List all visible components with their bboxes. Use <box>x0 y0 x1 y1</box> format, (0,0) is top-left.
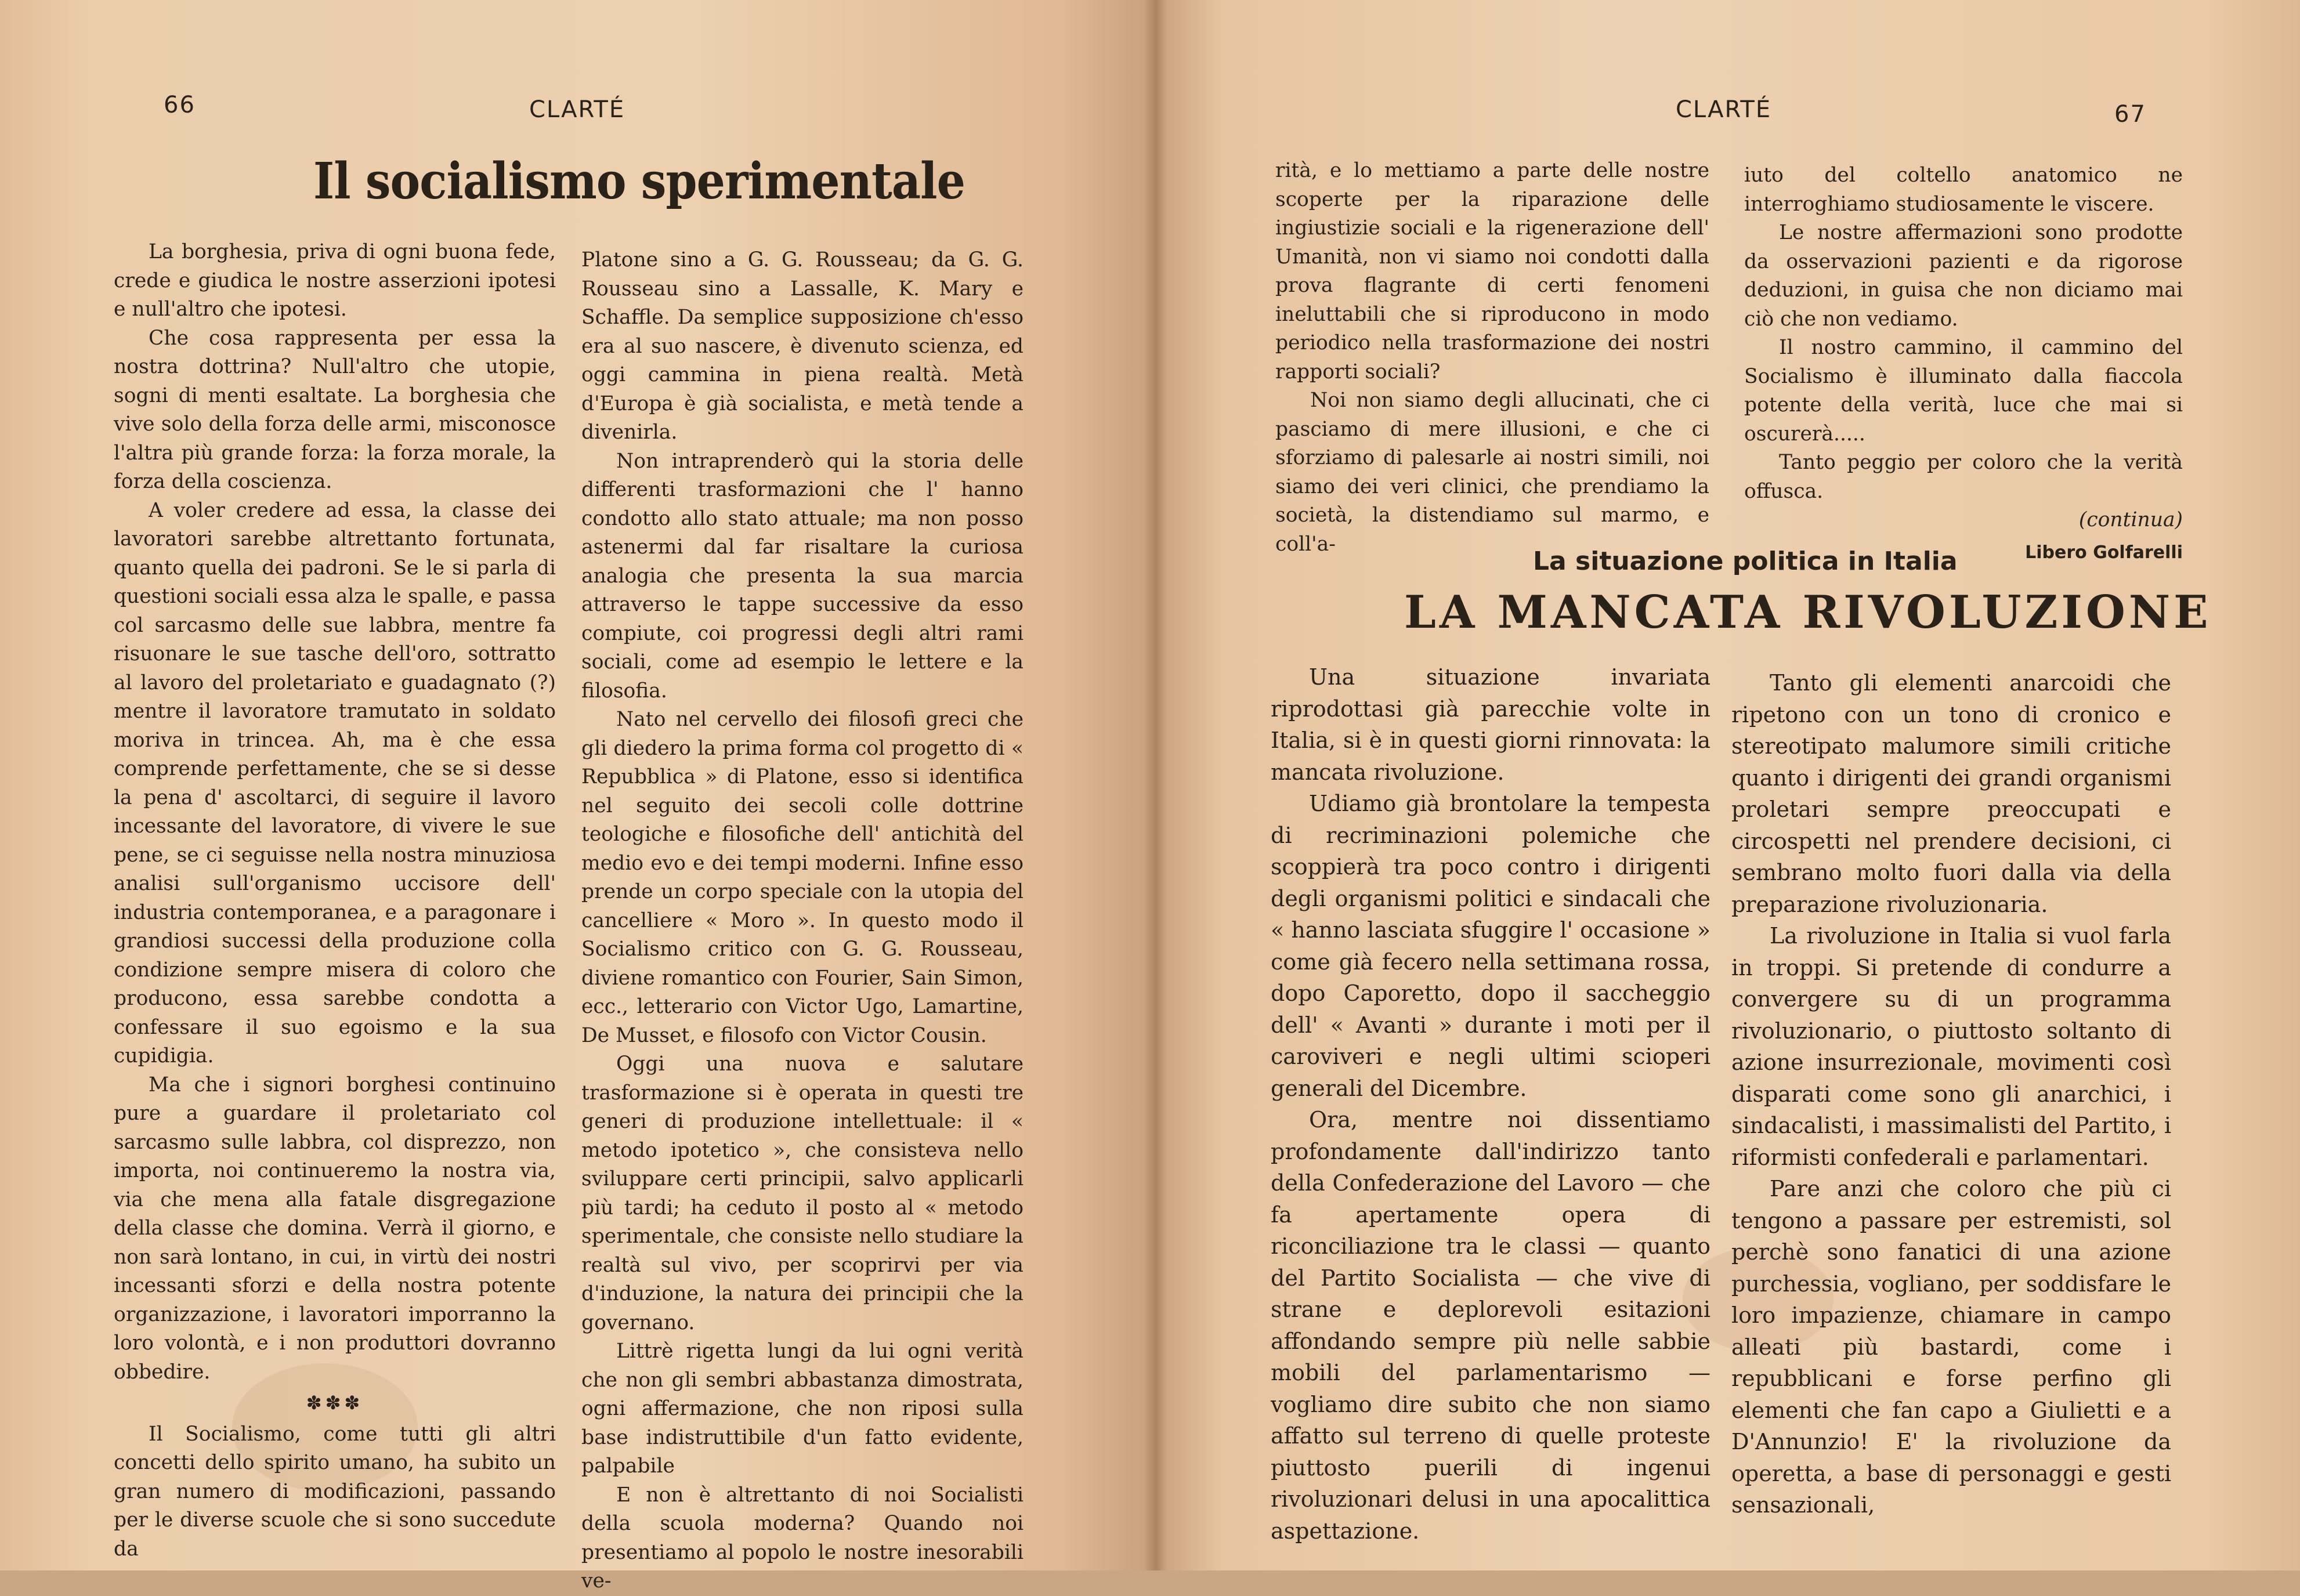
paragraph: Tanto peggio per coloro che la verità offusca. <box>1744 451 2183 503</box>
paragraph: Non intraprenderò qui la storia delle differenti trasformazioni che l' hanno condotto allo stato attuale; ma non posso astenermi dal far risaltare la curiosa analogia che presenta la sua marcia attraverso le tappe successive da esso compiute, coi progressi degli altri rami sociali, come ad esempio le lettere e la filosofia. <box>581 449 1024 703</box>
article-title-socialismo: Il socialismo sperimentale <box>313 152 965 211</box>
paragraph: La rivoluzione in Italia si vuol farla in troppi. Si pretende di condurre a convergere su di un programma rivoluzionario, o piuttosto soltanto di azione insurrezionale, movimenti così disparati come sono gli anarchici, i sindacalisti, i massimalisti del Partito, i riformisti confederali e parlamentari. <box>1731 923 2171 1170</box>
paragraph: Il nostro cammino, il cammino del Socialismo è illuminato dalla fiaccola potente della verità, luce che mai si oscurerà..... <box>1744 336 2183 446</box>
paragraph: Littrè rigetta lungi da lui ogni verità che non gli sembri abbastanza dimostrata, ogni affermazione, che non riposi sulla base indistruttibile d'un fatto evidente, palpabile <box>581 1340 1024 1478</box>
paragraph: Ora, mentre noi dissentiamo profondamente dall'indirizzo tanto della Confederazione del Lavoro — che fa apertamente opera di riconciliazione tra le classi — quanto del Partito Socialista — che vive di strane e deplorevoli esitazioni affondando sempre più nelle sabbie mobili del parlamentarismo — vogliamo dire subito che non siamo affatto sul terreno di quelle proteste piuttosto puerili di ingenui rivoluzionari delusi in una apocalittica aspettazione. <box>1271 1107 1710 1544</box>
paragraph: E non è altrettanto di noi Socialisti della scuola moderna? Quando noi presentiamo al popolo le nostre inesorabili ve- <box>581 1483 1024 1593</box>
page-number-left: 66 <box>164 92 196 118</box>
book-gutter <box>1144 0 1167 1570</box>
paragraph: Noi non siamo degli allucinati, che ci pasciamo di mere illusioni, e che ci sforziamo di palesarle ai nostri simili, noi siamo dei veri clinici, che prendiamo la società, la distendiamo sul marmo, e coll'a- <box>1275 389 1709 556</box>
paragraph: Ma che i signori borghesi continuino pure a guardare il proletariato col sarcasmo sulle labbra, col disprezzo, non importa, noi continueremo la nostra via, via che mena alla fatale disgregazione della classe che domina. Verrà il giorno, e non sarà lontano, in cui, in virtù dei nostri incessanti sforzi e della nostra potente organizzazione, i lavoratori imporranno la loro volontà, e i non produttori dovranno obbedire. <box>114 1073 556 1384</box>
paragraph: Platone sino a G. G. Rousseau; da G. G. Rousseau sino a Lassalle, K. Mary e Schaffle. Da semplice supposizione ch'esso era al suo nascere, è divenuto scienza, ed oggi cammina in piena realtà. Metà d'Europa è già socialista, e metà tende a divenirla. <box>581 248 1024 444</box>
section-separator: ✽✽✽ <box>306 1392 364 1414</box>
paragraph: Pare anzi che coloro che più ci tengono a passare per estremisti, sol perchè sono fanatici di una azione purchessia, vogliano, per soddisfare le loro impazienze, chiamare in campo alleati più bastardi, come i repubblicani e forse perfino gli elementi che fan capo a Giulietti e a D'Annunzio! E' la rivoluzione da operetta, a base di personaggi e gesti sensazionali, <box>1731 1176 2171 1518</box>
left-page-column-1 <box>114 238 556 1564</box>
paragraph: Le nostre affermazioni sono prodotte da osservazioni pazienti e da rigorose deduzioni, in guisa che non diciamo mai ciò che non vediamo. <box>1744 221 2183 331</box>
article-column-2 <box>1731 667 2171 1521</box>
paragraph: iuto del coltello anatomico ne interroghiamo studiosamente le viscere. <box>1744 164 2183 216</box>
paragraph: Oggi una nuova e salutare trasformazione si è operata in questi tre generi di produzione intellettuale: il « metodo ipotetico », che consisteva nello sviluppare certi principii, salvo applicarli più tardi; ha ceduto il posto al « metodo sperimentale, che consiste nello studiare la realtà sul vivo, per scoprirvi per via d'induzione, la natura dei principii che la governano. <box>581 1052 1024 1334</box>
paragraph: La borghesia, priva di ogni buona fede, crede e giudica le nostre asserzioni ipotesi e null'altro che ipotesi. <box>114 240 556 321</box>
right-page-column-1 <box>1275 157 1709 559</box>
paragraph: Una situazione invariata riprodottasi già parecchie volte in Italia, si è in questi giorni rinnovata: la mancata rivoluzione. <box>1271 664 1710 785</box>
paragraph: Il Socialismo, come tutti gli altri concetti dello spirito umano, ha subito un gran numero di modificazioni, passando per le diverse scuole che si sono succedute da <box>114 1422 556 1561</box>
continua-note: (continua) <box>2078 508 2183 531</box>
running-head-right: CLARTÉ <box>1676 96 1772 123</box>
left-page-column-2 <box>581 246 1024 1596</box>
paragraph: rità, e lo mettiamo a parte delle nostre scoperte per la riparazione delle ingiustizie sociali e la rigenerazione dell' Umanità, non vi siamo noi condotti dalla prova flagrante di certi fenomeni ineluttabili che si riproducono in modo periodico nella trasformazione dei nostri rapporti sociali? <box>1275 159 1709 383</box>
paragraph: Udiamo già brontolare la tempesta di recriminazioni polemiche che scoppierà tra poco contro i dirigenti degli organismi politici e sindacali che « hanno lasciata sfuggire l' occasione » come già fecero nella settimana rossa, dopo Caporetto, dopo il saccheggio dell' « Avanti » durante i moti per il caroviveri e negli ultimi scioperi generali del Dicembre. <box>1271 791 1710 1101</box>
paragraph: A voler credere ad essa, la classe dei lavoratori sarebbe altrettanto fortunata, quanto quella dei padroni. Se le si parla di questioni sociali essa alza le spalle, e passa col sarcasmo delle sue labbra, mentre fa risuonare le sue tasche dell'oro, sottratto al lavoro del proletariato e guadagnato (?) mentre il lavoratore tramutato in soldato moriva in trincea. Ah, ma è che essa comprende perfettamente, che se si desse la pena d' ascoltarci, di seguire il lavoro incessante del lavoratore, di vivere le sue pene, se ci seguisse nella nostra minuziosa analisi sull'organismo uccisore dell' industria contemporanea, e a paragonare i grandiosi successi della produzione colla condizione sempre misera di coloro che producono, essa sarebbe condotta a confessare il suo egoismo e la sua cupidigia. <box>114 498 556 1067</box>
article-column-1 <box>1271 661 1710 1547</box>
page-number-right: 67 <box>2114 101 2146 128</box>
running-head-left: CLARTÉ <box>529 96 625 123</box>
paragraph: Nato nel cervello dei filosofi greci che gli diedero la prima forma col progetto di « Repubblica » di Platone, esso si identifica nel seguito dei secoli colle dottrine teologiche e filosofiche dell' antichità del medio evo e dei tempi moderni. Infine esso prende un corpo speciale con la utopia del cancelliere « Moro ». In questo modo il Socialismo critico con G. G. Rousseau, diviene romantico con Fourier, Sain Simon, ecc., letterario con Victor Ugo, Lamartine, De Musset, e filosofo con Victor Cousin. <box>581 708 1024 1047</box>
paragraph: Tanto gli elementi anarcoidi che ripetono con un tono di cronico e stereotipato malumore simili critiche quanto i dirigenti dei grandi organismi proletari sempre preoccupati e circospetti nel prendere decisioni, ci sembrano molto fuori dalla via della preparazione rivoluzionaria. <box>1731 670 2171 917</box>
author-signature: Libero Golfarelli <box>2025 542 2183 563</box>
article-kicker: La situazione politica in Italia <box>1533 547 1958 576</box>
article-title-mancata-rivoluzione: LA MANCATA RIVOLUZIONE <box>1404 586 2212 639</box>
right-page-column-2 <box>1744 161 2183 567</box>
paragraph: Che cosa rappresenta per essa la nostra dottrina? Null'altro che utopie, sogni di menti esaltate. La borghesia che vive solo della forza delle armi, misconosce l'altra più grande forza: la forza morale, la forza della coscienza. <box>114 326 556 493</box>
